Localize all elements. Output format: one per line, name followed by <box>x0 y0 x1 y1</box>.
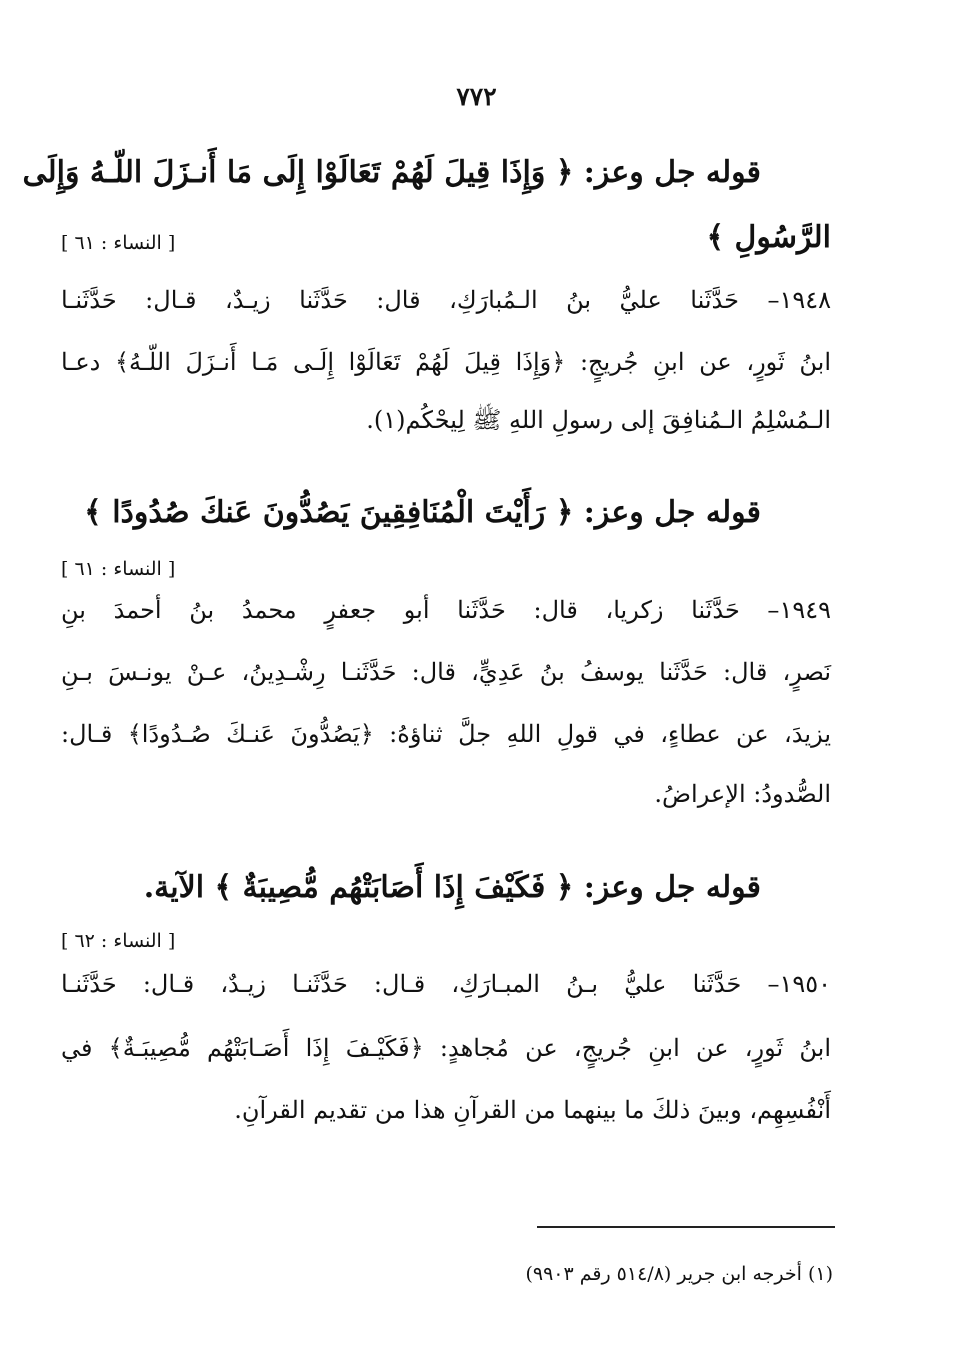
hadith-line: ١٩٤٨– حَدَّثَنا عليُّ بنُ الـمُبارَكِ، قال: حَدَّثَنا زيـدٌ، قـال: حَدَّثَنـا <box>61 286 831 314</box>
page-number: ٧٧٢ <box>456 82 497 111</box>
hadith-line: الـمُسْلِمُ الـمُنافِقَ إلى رسولِ اللهِ ﷺ لِيحْكُم(١). <box>366 406 831 434</box>
footnote: (١) أخرجه ابن جرير (٥١٤/٨ رقم ٩٩٠٣) <box>525 1263 833 1285</box>
hadith-line: ١٩٤٩– حَدَّثَنا زكريا، قال: حَدَّثَنا أبو جعفرٍ محمدُ بنُ أحمدَ بنِ <box>61 596 831 624</box>
hadith-line: نَصرٍ، قال: حَدَّثَنا يوسفُ بنُ عَدِيٍّ، قال: حَدَّثَنـا رِشْـدِينُ، عـنْ يونـسَ بـنِ <box>61 658 831 686</box>
hadith-line: أَنْفُسِهِم، وبينَ ذلكَ ما بينهما من القرآنِ هذا من تقديم القرآنِ. <box>234 1096 831 1124</box>
hadith-line: ١٩٥٠– حَدَّثَنا عليُّ بـنُ المبـارَكِ، قـال: حَدَّثَنـا زيـدٌ، قـال: حَدَّثَنـا <box>61 970 831 998</box>
section-heading: قوله جل وعز: ﴿ رَأَيْتَ الْمُنَافِقِينَ يَصُدُّونَ عَنكَ صُدُودًا ﴾ <box>84 495 761 530</box>
section-heading: قوله جل وعز: ﴿ وَإِذَا قِيلَ لَهُمْ تَعَالَوْا إِلَى مَا أَنـزَلَ اللّـهُ وَإِلَى <box>22 155 761 190</box>
hadith-line: يزيدَ، عن عطاءٍ، في قولِ اللهِ جلَّ ثناؤهُ: ﴿يَصُدُّونَ عَنـكَ صُـدُودًا﴾ قـال: <box>61 720 831 748</box>
verse-reference: [ النساء : ٦١ ] <box>61 232 176 254</box>
hadith-line: ابنُ ثَورٍ، عن ابنِ جُريجٍ، عن مُجاهدٍ: ﴿فَكَيْـفَ إِذَا أَصَـابَتْهُم مُّصِيبَـةٌ﴾ في <box>61 1034 831 1062</box>
section-heading: قوله جل وعز: ﴿ فَكَيْفَ إِذَا أَصَابَتْهُم مُّصِيبَةٌ ﴾ الآية. <box>143 870 761 905</box>
verse-reference: [ النساء : ٦٢ ] <box>61 930 176 952</box>
section-heading-continuation: الرَّسُولِ ﴾ <box>706 220 831 255</box>
verse-reference: [ النساء : ٦١ ] <box>61 558 176 580</box>
hadith-line: ابنُ ثَورٍ، عن ابنِ جُريجٍ: ﴿وَإِذَا قِيلَ لَهُمْ تَعَالَوْا إِلَـى مَـا أَنـزَلَ اللّـهُ﴾ دعـا <box>61 348 831 376</box>
hadith-line: الصُّدودُ: الإعراضُ. <box>654 780 831 808</box>
footnote-separator <box>537 1226 835 1228</box>
